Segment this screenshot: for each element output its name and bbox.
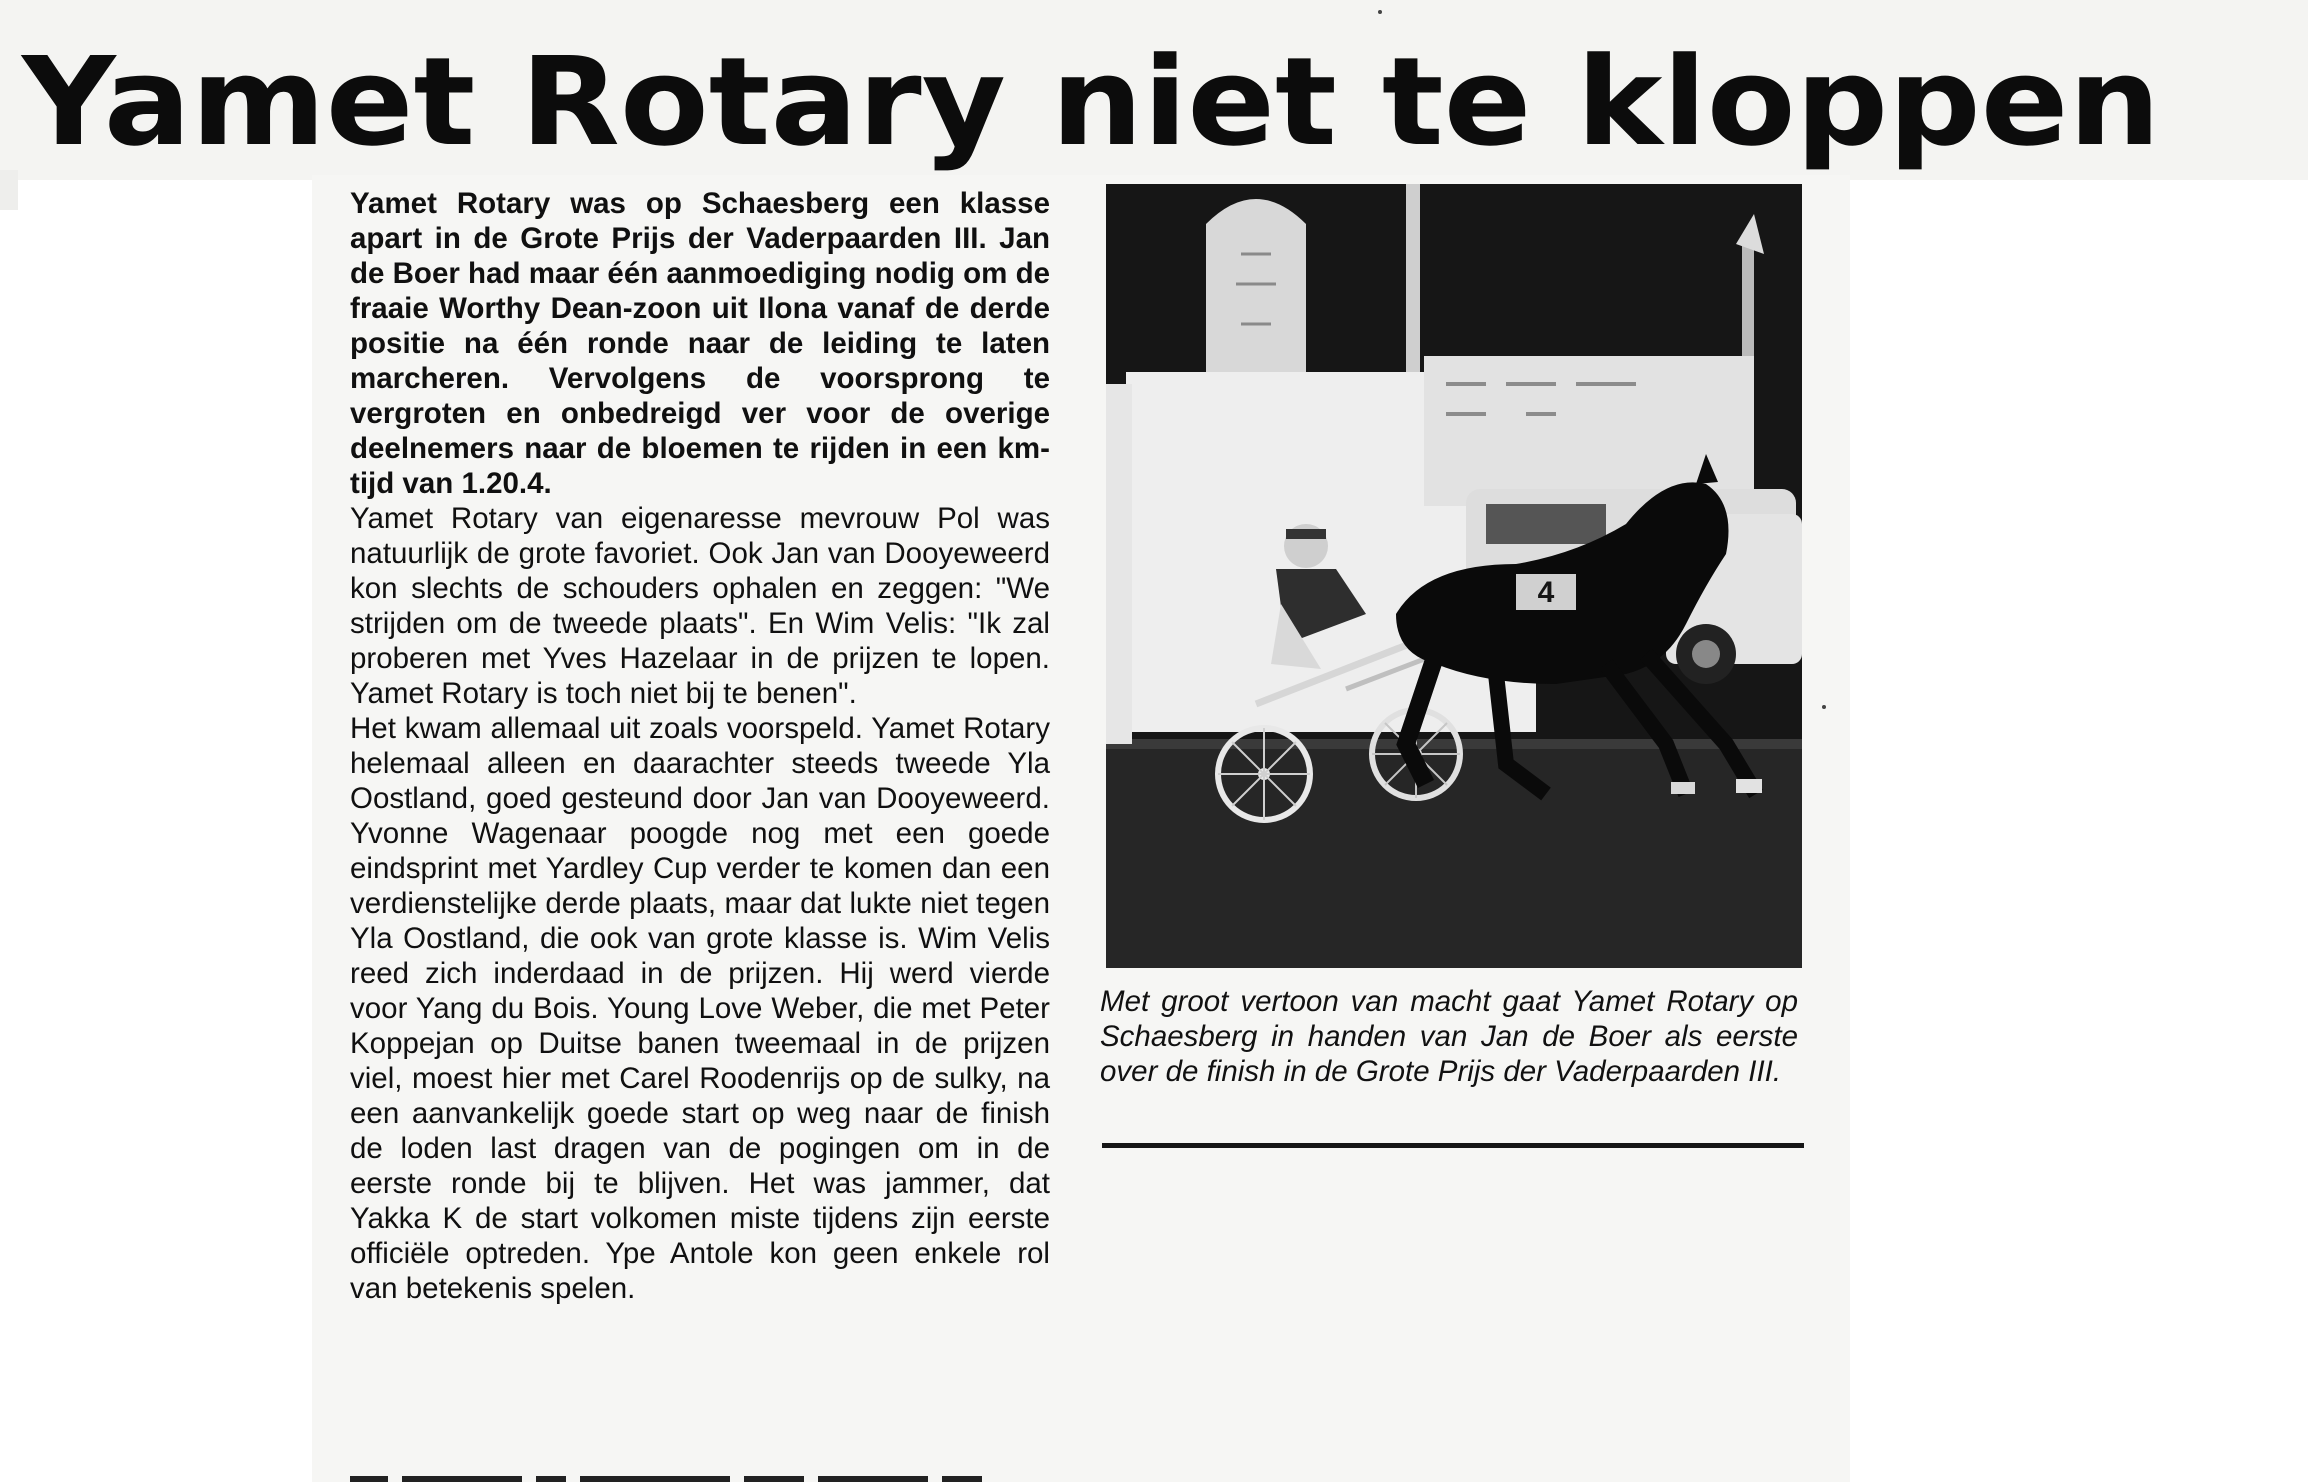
number-cloth: 4 bbox=[1537, 576, 1555, 609]
paper-edge bbox=[0, 170, 18, 210]
caption-rule bbox=[1102, 1143, 1804, 1148]
race-photo bbox=[1106, 184, 1802, 968]
body-paragraph: Yamet Rotary van eigenaresse mevrouw Pol was natuurlijk de grote favoriet. Ook Jan van Dooyeweerd kon slechts de schouders ophalen en zeggen: "We strijden om de tweede plaats". En Wim Velis: "Ik zal proberen met Yves Hazelaar in de prijzen te lopen. Yamet Rotary is toch niet bij te benen". bbox=[350, 502, 1050, 710]
headline: Yamet Rotary niet te kloppen bbox=[22, 31, 2161, 173]
article-body bbox=[350, 186, 1050, 1306]
cut-off-text-line bbox=[350, 1462, 1050, 1482]
print-speck bbox=[1378, 10, 1382, 14]
print-speck bbox=[1822, 705, 1826, 709]
body-paragraph: Het kwam allemaal uit zoals voorspeld. Yamet Rotary helemaal alleen en daarachter steeds tweede Yla Oostland, goed gesteund door Jan van Dooyeweerd. Yvonne Wagenaar poogde nog met een goede eindsprint met Yardley Cup verder te komen dan een verdienstelijke derde plaats, maar dat lukte niet tegen Yla Oostland, die ook van grote klasse is. Wim Velis reed zich inderdaad in de prijzen. Hij werd vierde voor Yang du Bois. Young Love Weber, die met Peter Koppejan op Duitse banen tweemaal in de prijzen viel, moest hier met Carel Roodenrijs op de sulky, na een aanvankelijk goede start op weg naar de finish de loden last dragen van de pogingen om in de eerste ronde bij te blijven. Het was jammer, dat Yakka K de start volkomen miste tijdens zijn eerste officiële optreden. Ype Antole kon geen enkele rol van betekenis spelen. bbox=[350, 712, 1050, 1305]
photo-caption: Met groot vertoon van macht gaat Yamet Rotary op Schaesberg in handen van Jan de Boer als eerste over de finish in de Grote Prijs der Vaderpaarden III. bbox=[1100, 985, 1798, 1088]
lead-paragraph: Yamet Rotary was op Schaesberg een klasse apart in de Grote Prijs der Vaderpaarden III. Jan de Boer had maar één aanmoediging nodig om de fraaie Worthy Dean-zoon uit Ilona vanaf de derde positie na één ronde naar de leiding te laten marcheren. Vervolgens de voorsprong te vergroten en onbedreigd ver voor de overige deelnemers naar de bloemen te rijden in een km-tijd van 1.20.4. bbox=[350, 187, 1050, 500]
